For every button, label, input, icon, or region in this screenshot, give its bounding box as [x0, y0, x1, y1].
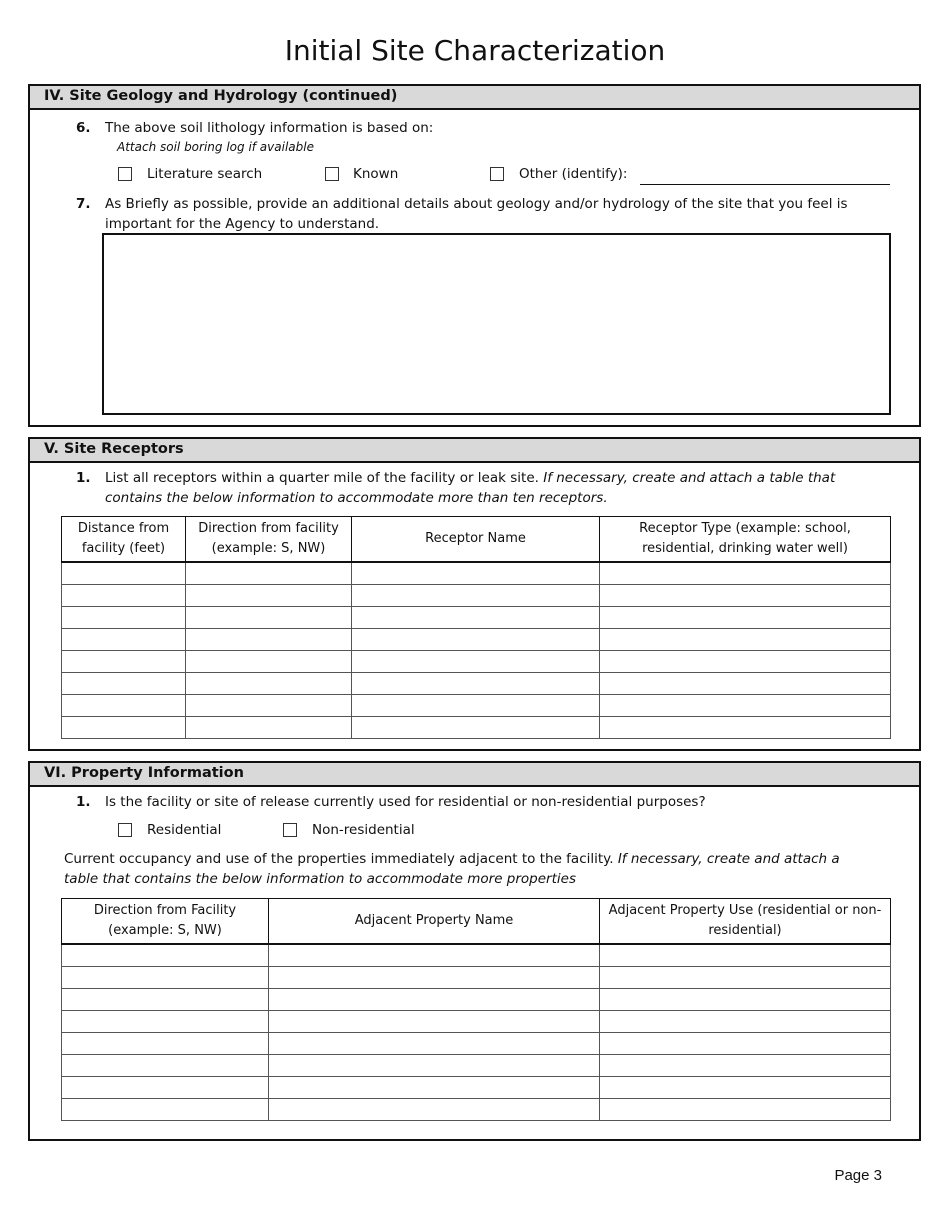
table-cell[interactable]	[62, 989, 269, 1011]
section-heading: VI. Property Information	[30, 763, 919, 787]
table-cell[interactable]	[600, 1055, 891, 1077]
table-cell[interactable]	[186, 562, 352, 585]
table-cell[interactable]	[352, 695, 600, 717]
table-row	[62, 629, 891, 651]
table-cell[interactable]	[62, 1033, 269, 1055]
table-row	[62, 695, 891, 717]
non-residential-checkbox[interactable]	[283, 823, 297, 837]
known-checkbox[interactable]	[325, 167, 339, 181]
table-cell[interactable]	[186, 585, 352, 607]
table-cell[interactable]	[352, 673, 600, 695]
question-number: 1.	[76, 470, 91, 486]
occupancy-text-main: Current occupancy and use of the properties immediately adjacent to the facility.	[64, 851, 614, 867]
table-cell[interactable]	[186, 607, 352, 629]
geology-details-textarea[interactable]	[102, 233, 891, 415]
section-site-receptors	[28, 437, 921, 751]
table-cell[interactable]	[62, 1077, 269, 1099]
table-cell[interactable]	[62, 717, 186, 739]
question-text: Is the facility or site of release currently used for residential or non-residential purposes?	[105, 794, 706, 810]
table-cell[interactable]	[186, 651, 352, 673]
column-header: Direction from facility (example: S, NW)	[186, 517, 352, 563]
question-number: 6.	[76, 120, 91, 136]
question-text: As Briefly as possible, provide an additional details about geology and/or hydrology of the site that you feel is important for the Agency to understand.	[105, 196, 848, 232]
table-row	[62, 944, 891, 967]
table-cell[interactable]	[600, 1011, 891, 1033]
question-text: The above soil lithology information is based on:	[105, 120, 434, 136]
table-cell[interactable]	[269, 989, 600, 1011]
table-cell[interactable]	[62, 944, 269, 967]
occupancy-text	[64, 849, 874, 889]
column-header: Adjacent Property Use (residential or non-residential)	[600, 899, 891, 945]
table-cell[interactable]	[62, 629, 186, 651]
table-cell[interactable]	[62, 1055, 269, 1077]
receptors-table	[61, 516, 891, 739]
question-text-italic: If necessary, create and attach a table that contains the below information to accommodate more than ten receptors.	[105, 470, 836, 506]
table-cell[interactable]	[600, 562, 891, 585]
table-row	[62, 1077, 891, 1099]
table-cell[interactable]	[600, 673, 891, 695]
table-header-row	[62, 899, 891, 945]
checkbox-label: Residential	[147, 822, 222, 838]
table-cell[interactable]	[600, 651, 891, 673]
checkbox-label: Other (identify):	[519, 166, 628, 182]
table-row	[62, 585, 891, 607]
table-cell[interactable]	[600, 629, 891, 651]
table-cell[interactable]	[600, 967, 891, 989]
page-title: Initial Site Characterization	[284, 34, 666, 67]
column-header: Distance from facility (feet)	[62, 517, 186, 563]
table-row	[62, 717, 891, 739]
table-cell[interactable]	[186, 673, 352, 695]
table-cell[interactable]	[62, 1099, 269, 1121]
table-cell[interactable]	[269, 967, 600, 989]
literature-search-checkbox[interactable]	[118, 167, 132, 181]
table-cell[interactable]	[600, 585, 891, 607]
table-row	[62, 1011, 891, 1033]
section-property-information	[28, 761, 921, 1141]
table-cell[interactable]	[269, 1055, 600, 1077]
occupancy-text-italic: If necessary, create and attach a table that contains the below information to accommodate more properties	[64, 851, 840, 887]
section-heading: IV. Site Geology and Hydrology (continued)	[30, 86, 919, 110]
checkbox-label: Known	[353, 166, 399, 182]
table-cell[interactable]	[62, 585, 186, 607]
table-cell[interactable]	[269, 1099, 600, 1121]
table-cell[interactable]	[186, 717, 352, 739]
table-cell[interactable]	[62, 562, 186, 585]
table-cell[interactable]	[600, 1099, 891, 1121]
table-cell[interactable]	[600, 695, 891, 717]
table-cell[interactable]	[352, 717, 600, 739]
table-row	[62, 562, 891, 585]
table-row	[62, 1055, 891, 1077]
table-row	[62, 967, 891, 989]
other-checkbox[interactable]	[490, 167, 504, 181]
table-cell[interactable]	[352, 607, 600, 629]
table-row	[62, 1099, 891, 1121]
residential-checkbox[interactable]	[118, 823, 132, 837]
table-cell[interactable]	[600, 1033, 891, 1055]
column-header: Receptor Type (example: school, residential, drinking water well)	[600, 517, 891, 563]
table-cell[interactable]	[62, 1011, 269, 1033]
table-cell[interactable]	[600, 717, 891, 739]
column-header: Receptor Name	[352, 517, 600, 563]
table-cell[interactable]	[269, 1033, 600, 1055]
table-cell[interactable]	[352, 585, 600, 607]
table-cell[interactable]	[600, 1077, 891, 1099]
table-row	[62, 1033, 891, 1055]
section-geology-hydrology	[28, 84, 921, 427]
table-row	[62, 651, 891, 673]
table-cell[interactable]	[269, 1077, 600, 1099]
table-row	[62, 673, 891, 695]
table-cell[interactable]	[352, 629, 600, 651]
question-number: 7.	[76, 196, 91, 212]
table-cell[interactable]	[600, 989, 891, 1011]
table-header-row	[62, 517, 891, 563]
other-identify-field[interactable]	[640, 168, 890, 185]
page-number: Page 3	[834, 1167, 882, 1184]
table-cell[interactable]	[352, 562, 600, 585]
table-cell[interactable]	[600, 944, 891, 967]
table-cell[interactable]	[62, 967, 269, 989]
question-number: 1.	[76, 794, 91, 810]
table-cell[interactable]	[269, 1011, 600, 1033]
table-cell[interactable]	[62, 607, 186, 629]
question-text	[105, 468, 895, 508]
table-row	[62, 607, 891, 629]
table-cell[interactable]	[62, 695, 186, 717]
table-cell[interactable]	[186, 629, 352, 651]
question-note: Attach soil boring log if available	[117, 140, 314, 154]
table-cell[interactable]	[600, 607, 891, 629]
question-text-main: List all receptors within a quarter mile of the facility or leak site.	[105, 470, 539, 486]
table-cell[interactable]	[269, 944, 600, 967]
column-header: Direction from Facility (example: S, NW)	[62, 899, 269, 945]
table-row	[62, 989, 891, 1011]
column-header: Adjacent Property Name	[269, 899, 600, 945]
table-cell[interactable]	[62, 651, 186, 673]
checkbox-label: Non-residential	[312, 822, 415, 838]
checkbox-label: Literature search	[147, 166, 263, 182]
adjacent-properties-table	[61, 898, 891, 1121]
table-cell[interactable]	[186, 695, 352, 717]
table-cell[interactable]	[352, 651, 600, 673]
table-cell[interactable]	[62, 673, 186, 695]
section-heading: V. Site Receptors	[30, 439, 919, 463]
